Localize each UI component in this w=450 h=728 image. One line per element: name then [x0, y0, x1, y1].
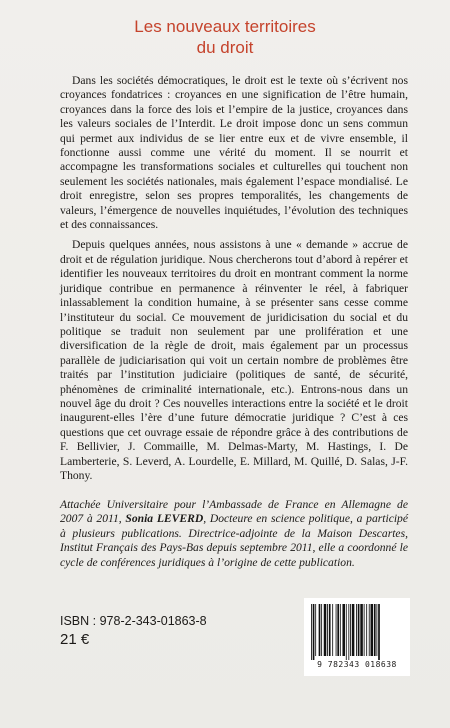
author-bio — [60, 498, 408, 570]
summary-paragraph-1: Dans les sociétés démocratiques, le droit est le texte où s’écrivent nos croyances fondatrices : croyances en une signification de l’être humain, croyances dans la force des lois et l’empire de la justice, croyances dans les valeurs sociales de l’Interdit. Le droit impose donc un sens commun qui permet aux individus de se lier entre eux et de vivre ensemble, il fonctionne aussi comme une vérité du moment. Il se nourrit et accompagne les transformations sociales et culturelles qui touchent non seulement les sociétés nationales, mais également l’espace mondialisé. Le droit enregistre, selon ses propres temporalités, les changements de valeurs, l’émergence de nouvelles inquiétudes, l’évolution des techniques et des connaissances. — [60, 74, 408, 232]
author-bio-paragraph — [60, 498, 408, 570]
book-title — [0, 16, 450, 58]
summary-paragraph-2: Depuis quelques années, nous assistons à une « demande » accrue de droit et de régulation juridique. Nous chercherons tout d’abord à repérer et identifier les nouveaux territoires du droit en montrant comment la norme juridique contribue en permanence à réinventer le réel, à fabriquer inlassablement la condition humaine, à se présenter sans cesse comme l’instituteur du social. Ce mouvement de juridicisation du social et du politique se traduit non seulement par une prolifération et une diversification de la règle de droit, mais également par un processus parallèle de judiciarisation qui voit un certain nombre de problèmes être traités par l’institution judiciaire (politiques de santé, de sécurité, phénomènes de criminalité internationale, etc.). Entrons-nous dans un nouvel âge du droit ? Ces nouvelles interactions entre la société et le droit inaugurent-elles l’ère d’une future démocratie juridique ? C’est à ces questions que cet ouvrage essaie de répondre grâce à des contributions de F. Bellivier, J. Commaille, M. Delmas-Marty, M. Hastings, I. De Lamberterie, S. Leverd, A. Lourdelle, E. Millard, M. Quillé, D. Salas, J-F. Thony. — [60, 238, 408, 482]
bio-text-before: Attachée Universitaire pour l’Ambassade de France en Allemagne de 2007 à 2011, — [60, 498, 408, 526]
summary-text — [60, 74, 408, 483]
barcode-bars-icon — [310, 604, 404, 660]
bio-text-after: , Docteure en science politique, a participé à plusieurs publications. Directrice-adjointe de la Maison Descartes, Institut Français des Pays-Bas depuis septembre 2011, elle a coordonné le cycle de conférences juridiques à l’origine de cette publication. — [60, 512, 409, 569]
title-line-1: Les nouveaux territoires — [134, 17, 316, 36]
barcode — [304, 598, 410, 676]
title-line-2: du droit — [196, 38, 254, 57]
isbn: ISBN : 978-2-343-01863-8 — [60, 614, 207, 628]
barcode-digits: 9 782343 018638 — [317, 660, 397, 669]
price: 21 € — [60, 631, 90, 648]
author-name: Sonia LEVERD — [125, 512, 204, 526]
